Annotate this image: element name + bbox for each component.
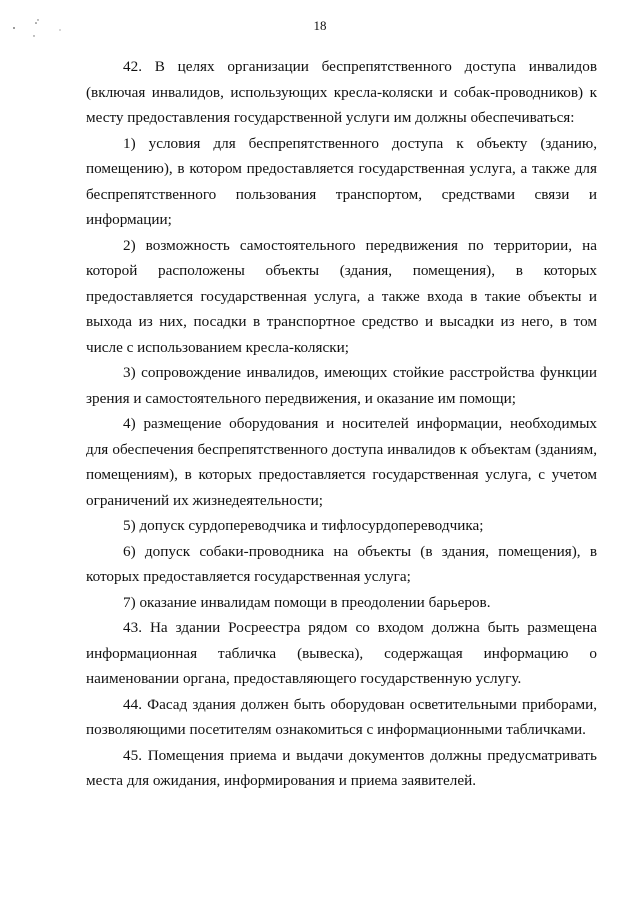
paragraph-42-item-7: 7) оказание инвалидам помощи в преодолении барьеров. [123, 593, 491, 611]
paragraph-43: 43. На здании Росреестра рядом со входом должна быть размещена информационная табличка (вывеска), содержащая информацию о наименовании органа, предоставляющего государственную услугу. [86, 619, 597, 687]
paragraph-42-item-4: 4) размещение оборудования и носителей информации, необходимых для обеспечения беспрепятственного доступа инвалидов к объектам (зданиям, помещениям), в которых предоставляется государственная услуга, с учетом ограничений их жизнедеятельности; [86, 415, 597, 509]
paragraph-42-item-3: 3) сопровождение инвалидов, имеющих стойкие расстройства функции зрения и самостоятельного передвижения, и оказание им помощи; [86, 364, 597, 407]
paragraph-42-item-1: 1) условия для беспрепятственного доступа к объекту (зданию, помещению), в котором предоставляется государственная услуга, а также для беспрепятственного пользования транспортом, средствами связи и информации; [86, 134, 597, 228]
paragraph-42-item-6: 6) допуск собаки-проводника на объекты (в здания, помещения), в которых предоставляется государственная услуга; [86, 542, 597, 585]
paragraph-42: 42. В целях организации беспрепятственного доступа инвалидов (включая инвалидов, использующих кресла-коляски и собак-проводников) к месту предоставления государственной услуги им должны обеспечиваться: [86, 58, 597, 126]
paragraph-42-item-5: 5) допуск сурдопереводчика и тифлосурдопереводчика; [123, 517, 484, 534]
paragraph-45: 45. Помещения приема и выдачи документов должны предусматривать места для ожидания, информирования и приема заявителей. [86, 746, 597, 789]
paragraph-44: 44. Фасад здания должен быть оборудован осветительными приборами, позволяющими посетителям ознакомиться с информационными табличками. [86, 695, 597, 738]
page-number: 18 [313, 18, 327, 33]
document-body [86, 54, 597, 794]
paragraph-42-item-2: 2) возможность самостоятельного передвижения по территории, на которой расположены объекты (здания, помещения), в которых предоставляется государственная услуга, а также входа в такие объекты и выхода из них, посадки в транспортное средство и высадки из него, в том числе с использованием кресла-коляски; [86, 236, 597, 356]
